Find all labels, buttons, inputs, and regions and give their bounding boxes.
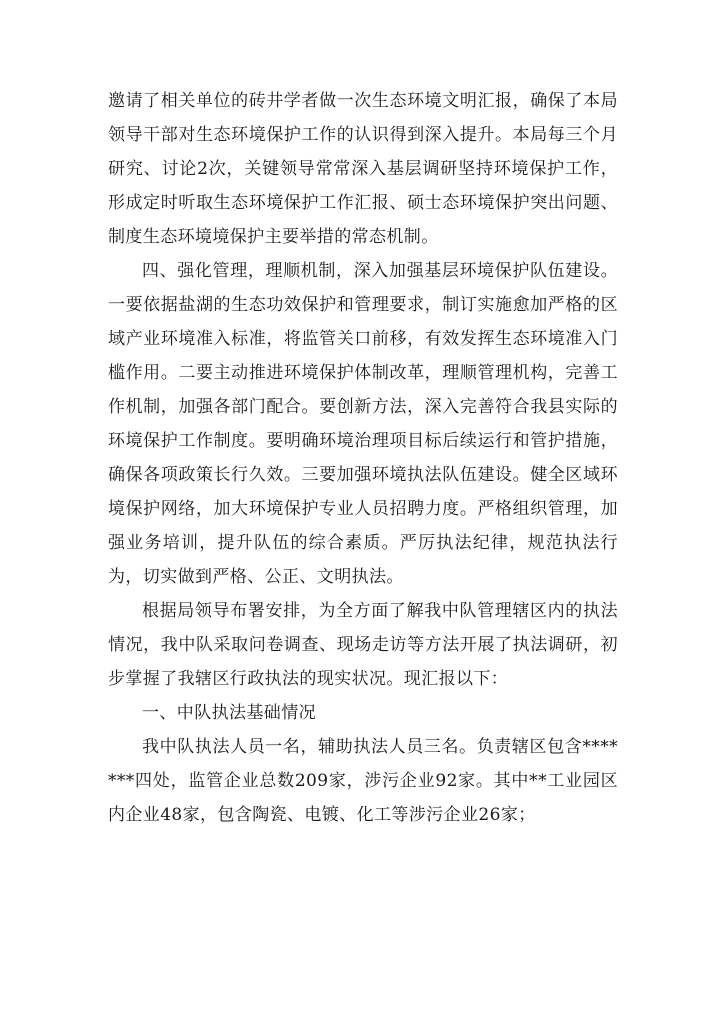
paragraph-4: 我中队执法人员一名，辅助执法人员三名。负责辖区包含*******四处，监管企业总数209家，涉污企业92家。其中**工业园区内企业48家，包含陶瓷、电镀、化工等涉污企业26家； [108, 737, 618, 825]
section-heading: 一、中队执法基础情况 [142, 703, 316, 723]
paragraph-3: 根据局领导布署安排，为全方面了解我中队管理辖区内的执法情况，我中队采取问卷调查、现场走访等方法开展了执法调研，初步掌握了我辖区行政执法的现实状况。现汇报以下： [108, 601, 618, 689]
document-body [108, 84, 618, 832]
paragraph-2: 四、强化管理，理顺机制，深入加强基层环境保护队伍建设。一要依据盐湖的生态功效保护和管理要求，制订实施愈加严格的区域产业环境准入标准，将监管关口前移，有效发挥生态环境准入门槛作用。二要主动推进环境保护体制改革，理顺管理机构，完善工作机制，加强各部门配合。要创新方法，深入完善符合我县实际的环境保护工作制度。要明确环境治理项目标后续运行和管护措施，确保各项政策长行久效。三要加强环境执法队伍建设。健全区域环境保护网络，加大环境保护专业人员招聘力度。严格组织管理，加强业务培训，提升队伍的综合素质。严厉执法纪律，规范执法行为，切实做到严格、公正、文明执法。 [108, 261, 618, 587]
paragraph-1: 邀请了相关单位的砖井学者做一次生态环境文明汇报，确保了本局领导干部对生态环境保护工作的认识得到深入提升。本局每三个月研究、讨论2次，关键领导常常深入基层调研坚持环境保护工作，形成定时听取生态环境保护工作汇报、硕士态环境保护突出问题、制度生态环境境保护主要举措的常态机制。 [108, 91, 618, 247]
